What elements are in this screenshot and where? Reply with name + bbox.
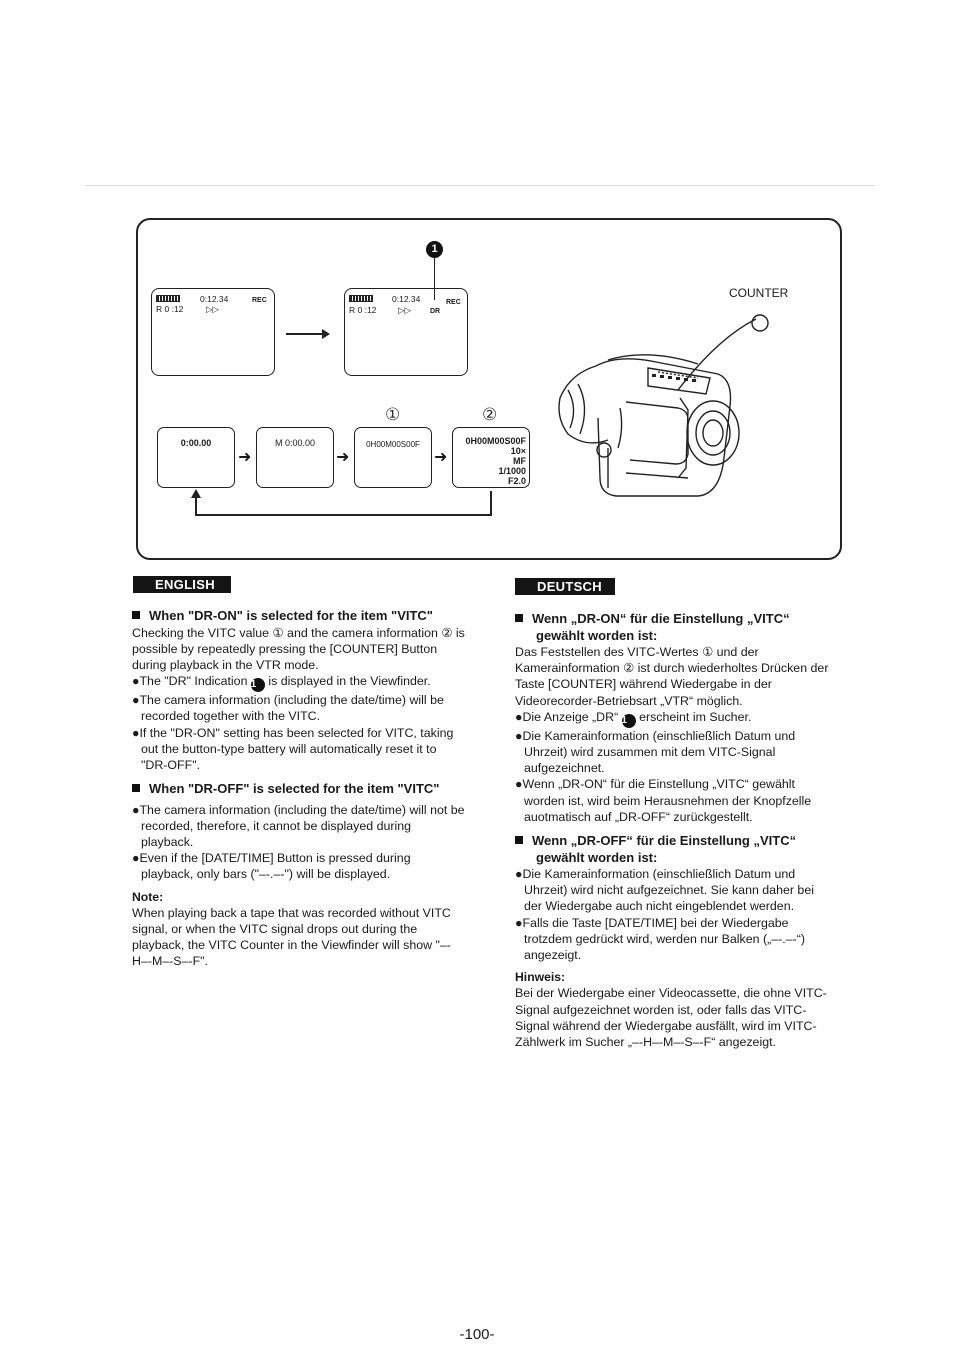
screen1-remain: R 0 :12 [156,304,184,314]
flow-arrow-head [322,329,330,339]
screen2-play: ▷▷ [398,305,412,315]
circled-number-2: ② [441,625,453,640]
vitc-box-2 [256,427,334,488]
english-bullet-2: ●The camera information (including the date/time) will be recorded together with the VITC. [132,693,444,724]
screen1-rec: REC [252,297,267,304]
counter-button-icon [752,315,768,331]
circled-number-2: ② [482,405,498,424]
deutsch-bullet-2: ●Die Kamerainformation (einschließlich Datum und Uhrzeit) wird zusammen mit dem VITC-Signal aufgezeichnet. [515,728,796,776]
square-bullet-icon [132,784,140,792]
deutsch-bullet-5: ●Falls die Taste [DATE/TIME] bei der Wiedergabe trotzdem gedrückt wird, werden nur Balken („–-.–-“) angezeigt. [515,915,805,963]
deutsch-bullet-3: ●Wenn „DR-ON“ für die Einstellung „VITC“ gewählt worden ist, wird beim Herausnehmen der Knopfzelle auotmatisch auf „DR-OFF“ zurückgestellt. [515,777,812,824]
language-label-deutsch: DEUTSCH [515,578,615,595]
viewfinder-screen-2 [344,288,468,376]
screen2-dr-indicator: DR [430,308,441,315]
english-intro: Checking the VITC value ① and the camera information ② is possible by repeatedly pressing the [COUNTER] Button during playback in the VTR mode. [132,625,465,672]
vitc-box-1 [157,427,235,488]
vitc-box-3 [354,427,432,488]
loop-line-right [490,491,492,516]
english-bullet-1: ●The "DR" Indication 1 is displayed in the Viewfinder. [132,674,431,691]
screen2-time: 0:12.34 [392,294,421,304]
flow-arrow-line [286,333,324,335]
language-label-english: ENGLISH [133,576,231,593]
dr-badge-icon: 1 [251,678,265,692]
top-rule [85,185,875,186]
screen1-time: 0:12.34 [200,294,229,304]
counter-label: COUNTER [729,286,789,300]
circled-number-2: ② [623,661,635,676]
battery-icon [156,295,180,302]
arrow-icon: ➜ [434,449,448,466]
viewfinder-screen-1 [151,288,275,376]
deutsch-note-label: Hinweis: [515,970,566,985]
deutsch-heading-1: Wenn „DR-ON“ für die Einstellung „VITC“ gewählt worden ist: [515,611,835,644]
english-bullet-4: ●The camera information (including the date/time) will not be recorded, therefore, it cannot be displayed during playback. [132,802,465,850]
loop-line-bottom [195,514,492,516]
english-heading-2: When "DR-OFF" is selected for the item "VITC" [132,781,466,798]
vitc-box-4 [452,427,530,488]
badge-pointer-line [434,258,435,300]
arrow-icon: ➜ [336,449,350,466]
camcorder-illustration [548,298,788,503]
screen2-remain: R 0 :12 [349,305,377,315]
loop-arrowhead [191,489,201,498]
vitc-box-1-text: 0:00.00 [180,438,212,448]
page-number: -100- [459,1326,495,1343]
deutsch-bullet-1: ●Die Anzeige „DR“ 1 erscheint im Sucher. [515,709,752,726]
square-bullet-icon [515,836,523,844]
deutsch-bullet-4: ●Die Kamerainformation (einschließlich Datum und Uhrzeit) wird nicht aufgezeichnet. Sie kann daher bei der Wiedergabe auch nicht eingeblendet werden. [515,867,814,914]
deutsch-column [515,611,835,1050]
dr-badge-icon: 1 [622,714,636,728]
english-note-text: When playing back a tape that was recorded without VITC signal, or when the VITC signal drops out during the playback, the VITC Counter in the Viewfinder will show "–-H–-M–-S–-F". [132,905,451,969]
arrow-icon: ➜ [238,449,252,466]
vitc-box-3-text: 0H00M00S00F [366,440,420,449]
square-bullet-icon [132,611,140,619]
deutsch-note-text: Bei der Wiedergabe einer Videocassette, die ohne VITC-Signal aufgezeichnet worden ist, oder falls das VITC-Signal während der Wiedergabe ausfällt, wird im VITC-Zählwerk im Sucher „–-H–-M–-S–-F“ angezeigt. [515,986,827,1050]
deutsch-intro: Das Feststellen des VITC-Wertes ① und der Kamerainformation ② ist durch wiederholtes Drücken der Taste [COUNTER] während Wiedergabe in der Videorecorder-Betriebsart „VTR“ möglich. [515,645,829,708]
english-bullet-3: ●If the "DR-ON" setting has been selected for VITC, taking out the button-type battery will automatically reset it to "DR-OFF". [132,725,454,772]
dr-badge-icon: 1 [426,241,443,258]
camera-info-text: 0H00M00S00F 10× MF 1/1000 F2.0 [465,436,526,486]
english-bullet-5: ●Even if the [DATE/TIME] Button is pressed during playback, only bars ("–-.–-") will be displayed. [132,851,411,882]
english-heading-1: When "DR-ON" is selected for the item "VITC" [132,608,466,625]
screen2-rec: REC [446,299,461,306]
battery-icon [349,295,373,302]
english-note-label: Note: [132,889,164,904]
english-column [132,608,466,970]
vitc-box-2-text: M 0:00.00 [274,438,316,448]
circled-number-1: ① [702,645,714,659]
deutsch-heading-2: Wenn „DR-OFF“ für die Einstellung „VITC“ gewählt worden ist: [515,833,835,866]
circled-number-1: ① [272,625,284,640]
loop-line-left [195,496,197,516]
screen1-play: ▷▷ [206,304,220,314]
circled-number-1: ① [385,405,401,424]
square-bullet-icon [515,614,523,622]
